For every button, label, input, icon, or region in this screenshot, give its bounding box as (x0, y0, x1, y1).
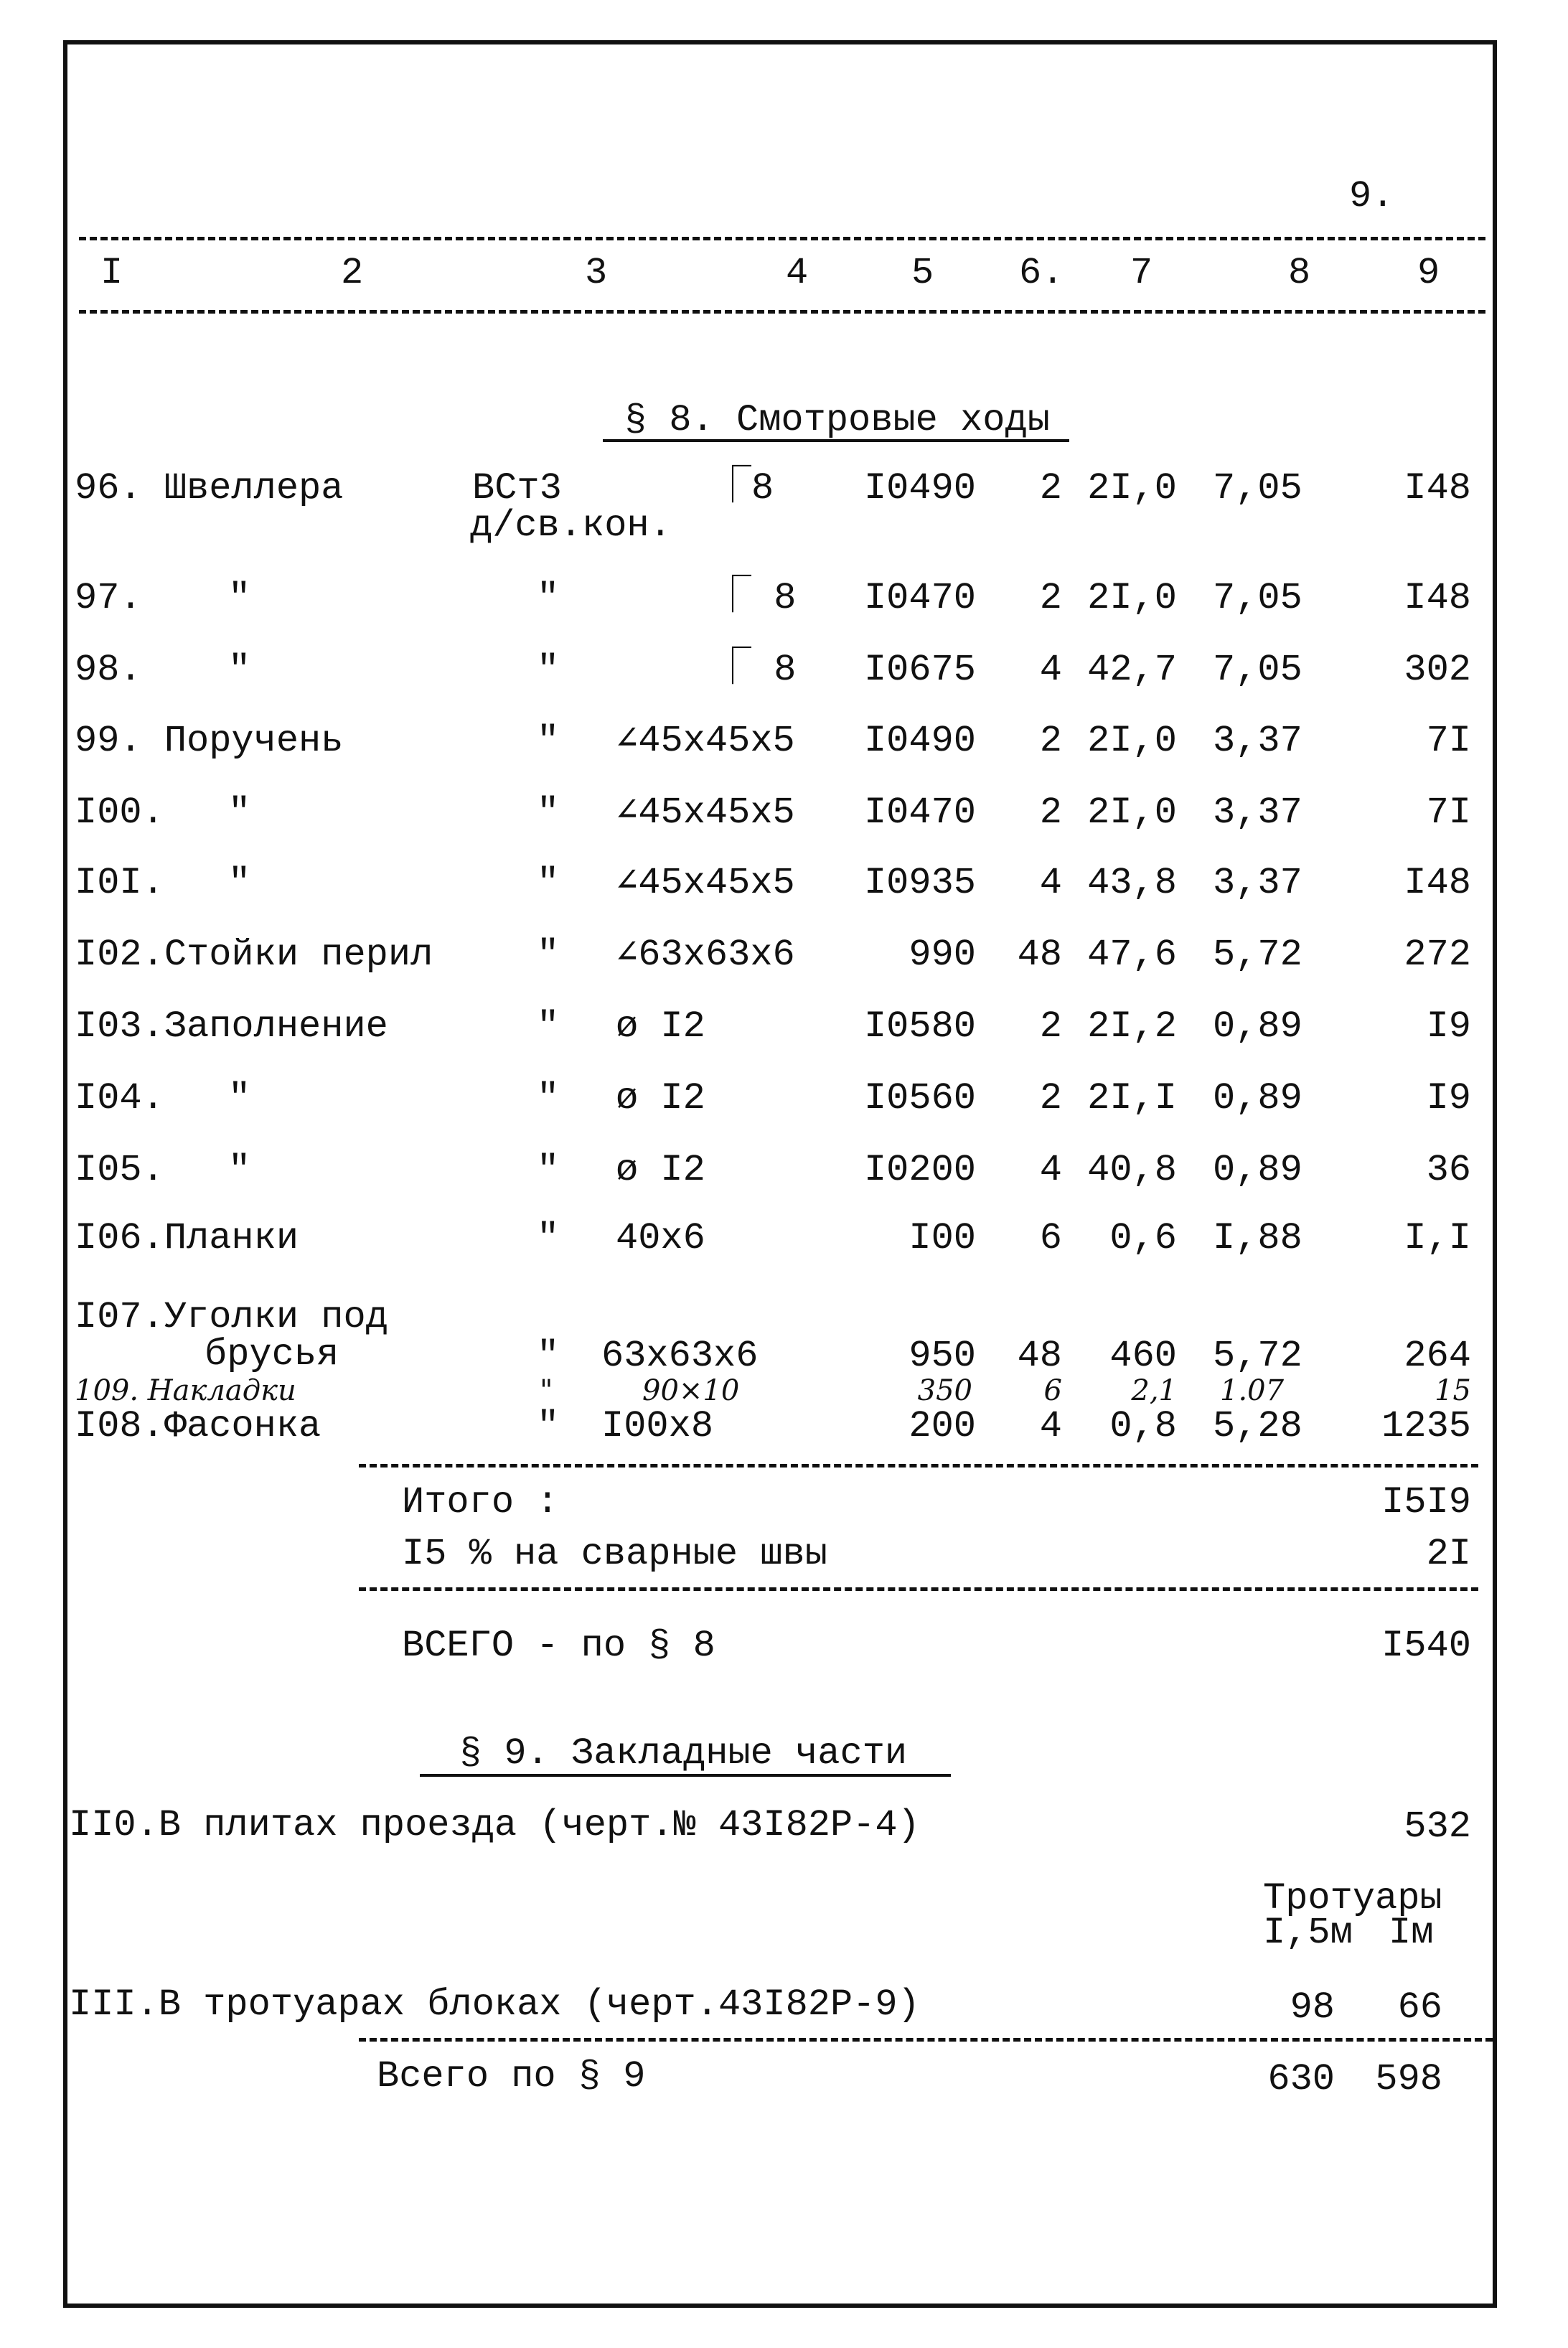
row108-mass: 1235 (1381, 1405, 1471, 1447)
item-count: 4 (1039, 649, 1062, 691)
item-length: I0675 (863, 649, 976, 691)
row107-count: 48 (1017, 1335, 1062, 1377)
row111-sidewalk-b: 66 (1397, 1986, 1442, 2029)
row107-unit-mass: 5,72 (1213, 1335, 1302, 1377)
item-unit-mass: 3,37 (1213, 792, 1302, 834)
item-unit-mass: 0,89 (1213, 1077, 1302, 1119)
total8-top-rule (359, 1587, 1478, 1591)
item-mass: I48 (1404, 577, 1471, 619)
section9-total-a: 630 (1267, 2058, 1335, 2100)
row107-total-length: 460 (1109, 1335, 1177, 1377)
item-material: " (537, 934, 560, 976)
item-material: " (537, 1217, 560, 1259)
item-name: I02.Стойки перил (75, 934, 433, 976)
col-header-8: 8 (1288, 252, 1311, 294)
item-count: 4 (1039, 862, 1062, 904)
item-count: 6 (1039, 1217, 1062, 1259)
item-mass: I48 (1404, 467, 1471, 509)
row109-count: 6 (1043, 1374, 1062, 1407)
item-material: " (537, 1149, 560, 1191)
section9-title-underline (420, 1774, 951, 1777)
header-bottom-rule (79, 310, 1485, 314)
row110-label: II0.В плитах проезда (черт.№ 43I82Р-4) (69, 1804, 920, 1846)
item-name: 97. (75, 577, 142, 619)
item-profile: ⎾ 8 (714, 577, 797, 619)
row111-label: III.В тротуарах блоках (черт.43I82Р-9) (69, 1983, 920, 2026)
row107-name-line1: I07.Уголки под (75, 1296, 388, 1338)
row108-total-length: 0,8 (1109, 1405, 1177, 1447)
welds-value: 2I (1426, 1533, 1471, 1575)
item-mass: 302 (1404, 649, 1471, 691)
item-name: 99. Поручень (75, 720, 344, 762)
row111-sidewalk-a: 98 (1290, 1986, 1335, 2029)
subtotal-top-rule (359, 1464, 1478, 1468)
item-profile: ∠45x45x5 (616, 862, 795, 904)
item-profile: 40x6 (616, 1217, 705, 1259)
item-length: I0935 (863, 862, 976, 904)
row109-length: 350 (917, 1374, 972, 1407)
section8-total-value: I540 (1381, 1625, 1471, 1667)
item-unit-mass: 0,89 (1213, 1005, 1302, 1048)
item-name: 98. (75, 649, 142, 691)
item-ditto: " (228, 792, 251, 834)
sidewalk-a-header: I,5м (1263, 1912, 1353, 1954)
item-count: 48 (1017, 934, 1062, 976)
row109-name: 109. Накладки (75, 1374, 296, 1407)
row108-name: I08.Фасонка (75, 1405, 321, 1447)
row108-count: 4 (1039, 1405, 1062, 1447)
page-number: 9. (1349, 175, 1394, 217)
item-total-length: 2I,0 (1087, 467, 1177, 509)
item-mass: 7I (1426, 792, 1471, 834)
col-header-3: 3 (585, 252, 608, 294)
item-name: I04. (75, 1077, 164, 1119)
item-material: " (537, 792, 560, 834)
item-total-length: 2I,0 (1087, 720, 1177, 762)
item-profile: ∠45x45x5 (616, 720, 795, 762)
item-profile: ⎾ 8 (714, 649, 797, 691)
item-name: I0I. (75, 862, 164, 904)
item-total-length: 2I,2 (1087, 1005, 1177, 1048)
item-count: 4 (1039, 1149, 1062, 1191)
section8-title-underline (603, 439, 1069, 442)
item-ditto: " (228, 862, 251, 904)
item-material-note: д/св.кон. (470, 504, 672, 547)
item-mass: 36 (1426, 1149, 1471, 1191)
item-total-length: 2I,0 (1087, 577, 1177, 619)
item-ditto: " (228, 1077, 251, 1119)
item-material: ВСт3 (472, 467, 562, 509)
item-material: " (537, 577, 560, 619)
item-unit-mass: 5,72 (1213, 934, 1302, 976)
row107-material: " (537, 1335, 560, 1377)
row108-length: 200 (909, 1405, 976, 1447)
row108-unit-mass: 5,28 (1213, 1405, 1302, 1447)
row110-value: 532 (1404, 1805, 1471, 1848)
col-header-1: I (100, 252, 123, 294)
item-name: I06.Планки (75, 1217, 299, 1259)
item-total-length: 42,7 (1087, 649, 1177, 691)
item-name: I00. (75, 792, 164, 834)
item-length: I0470 (863, 577, 976, 619)
col-header-6: 6. (1019, 252, 1064, 294)
item-count: 2 (1039, 1005, 1062, 1048)
item-unit-mass: 7,05 (1213, 467, 1302, 509)
item-name: I05. (75, 1149, 164, 1191)
item-name: 96. Швеллера (75, 467, 344, 509)
section9-total-label: Всего по § 9 (377, 2055, 646, 2098)
item-unit-mass: 3,37 (1213, 862, 1302, 904)
sidewalks-header: Тротуары (1263, 1877, 1442, 1920)
item-total-length: 2I,I (1087, 1077, 1177, 1119)
row109-material: " (540, 1374, 553, 1407)
item-profile: ø I2 (616, 1149, 705, 1191)
sidewalk-b-header: Iм (1389, 1912, 1434, 1954)
item-length: I0200 (863, 1149, 976, 1191)
col-header-2: 2 (341, 252, 364, 294)
item-unit-mass: 7,05 (1213, 577, 1302, 619)
item-total-length: 40,8 (1087, 1149, 1177, 1191)
item-mass: 7I (1426, 720, 1471, 762)
subtotal-label: Итого : (402, 1481, 559, 1523)
item-length: I0490 (863, 720, 976, 762)
item-profile: ∠45x45x5 (616, 792, 795, 834)
item-profile: ø I2 (616, 1077, 705, 1119)
row107-length: 950 (909, 1335, 976, 1377)
item-total-length: 43,8 (1087, 862, 1177, 904)
item-count: 2 (1039, 1077, 1062, 1119)
item-count: 2 (1039, 792, 1062, 834)
item-total-length: 47,6 (1087, 934, 1177, 976)
item-unit-mass: 7,05 (1213, 649, 1302, 691)
item-count: 2 (1039, 467, 1062, 509)
subtotal-value: I5I9 (1381, 1481, 1471, 1523)
welds-label: I5 % на сварные швы (402, 1533, 827, 1575)
item-profile: ⎾8 (714, 467, 774, 509)
col-header-7: 7 (1130, 252, 1153, 294)
item-material: " (537, 720, 560, 762)
item-length: I0560 (863, 1077, 976, 1119)
row109-total-length: 2,1 (1131, 1374, 1177, 1407)
section9-title: § 9. Закладные части (459, 1732, 908, 1775)
item-profile: ø I2 (616, 1005, 705, 1048)
item-material: " (537, 649, 560, 691)
col-header-9: 9 (1417, 252, 1440, 294)
row109-mass: 15 (1435, 1374, 1471, 1407)
item-count: 2 (1039, 720, 1062, 762)
item-length: I0580 (863, 1005, 976, 1048)
row108-material: " (537, 1405, 560, 1447)
item-mass: I9 (1426, 1005, 1471, 1048)
section9-total-b: 598 (1375, 2058, 1442, 2100)
header-top-rule (79, 237, 1485, 240)
item-ditto: " (228, 649, 251, 691)
item-material: " (537, 862, 560, 904)
item-count: 2 (1039, 577, 1062, 619)
row107-profile: 63x63x6 (601, 1335, 759, 1377)
row107-mass: 264 (1404, 1335, 1471, 1377)
row109-unit-mass: 1.07 (1220, 1374, 1285, 1407)
item-total-length: 0,6 (1109, 1217, 1177, 1259)
col-header-4: 4 (786, 252, 809, 294)
item-material: " (537, 1077, 560, 1119)
item-length: I0470 (863, 792, 976, 834)
item-unit-mass: I,88 (1213, 1217, 1302, 1259)
row107-name-line2: брусья (205, 1333, 339, 1376)
item-length: I00 (909, 1217, 976, 1259)
item-mass: I9 (1426, 1077, 1471, 1119)
item-mass: I48 (1404, 862, 1471, 904)
row109-profile: 90×10 (642, 1374, 740, 1407)
item-ditto: " (228, 577, 251, 619)
item-mass: I,I (1404, 1217, 1471, 1259)
item-unit-mass: 0,89 (1213, 1149, 1302, 1191)
section8-total-label: ВСЕГО - по § 8 (402, 1625, 715, 1667)
row108-profile: I00x8 (601, 1405, 714, 1447)
item-length: I0490 (863, 467, 976, 509)
item-mass: 272 (1404, 934, 1471, 976)
total9-top-rule (359, 2038, 1493, 2042)
item-total-length: 2I,0 (1087, 792, 1177, 834)
item-ditto: " (228, 1149, 251, 1191)
item-length: 990 (909, 934, 976, 976)
item-profile: ∠63x63x6 (616, 934, 795, 976)
col-header-5: 5 (911, 252, 934, 294)
item-name: I03.Заполнение (75, 1005, 388, 1048)
item-unit-mass: 3,37 (1213, 720, 1302, 762)
section8-title: § 8. Смотровые ходы (624, 399, 1050, 441)
item-material: " (537, 1005, 560, 1048)
